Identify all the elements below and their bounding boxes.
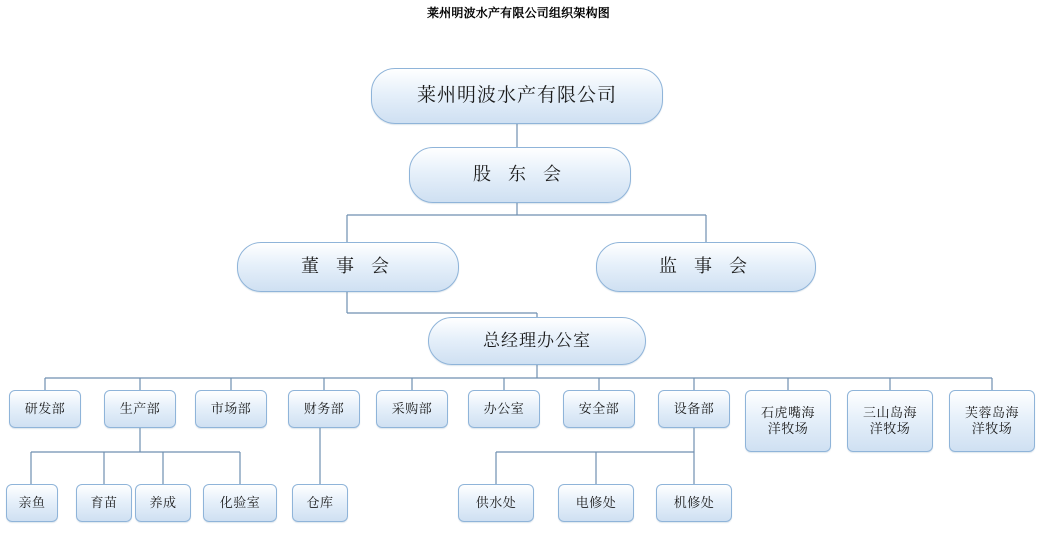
node-department-finance-label: 财务部 [303,401,345,417]
node-farm-sanshandao[interactable] [847,390,933,452]
node-department-safety[interactable] [563,390,635,428]
node-subunit-electrical-repair[interactable] [558,484,634,522]
node-subunit-nursery[interactable] [76,484,132,522]
node-subunit-warehouse-label: 仓库 [306,495,334,511]
node-company-label: 莱州明波水产有限公司 [416,84,617,106]
node-board-label: 董 事 会 [300,256,395,277]
node-department-admin-office-label: 办公室 [483,401,525,417]
node-department-market-label: 市场部 [210,401,252,417]
node-subunit-nursery-label: 育苗 [90,495,118,511]
node-department-purchasing[interactable] [376,390,448,428]
node-department-safety-label: 安全部 [578,401,620,417]
node-department-market[interactable] [195,390,267,428]
node-farm-shihuzui-label: 石虎嘴海洋牧场 [760,405,815,436]
node-subunit-broodstock-label: 亲鱼 [18,495,46,511]
node-board-of-directors[interactable] [237,242,459,292]
node-department-equipment-label: 设备部 [673,401,715,417]
node-farm-shihuzui[interactable] [745,390,831,452]
node-gm-office-label: 总经理办公室 [483,330,591,350]
node-shareholders-label: 股 东 会 [472,164,567,185]
node-subunit-electrical-repair-label: 电修处 [575,495,617,511]
node-supervisors-label: 监 事 会 [658,256,753,277]
node-department-rnd-label: 研发部 [24,401,66,417]
node-board-of-supervisors[interactable] [596,242,816,292]
node-subunit-warehouse[interactable] [292,484,348,522]
page-title: 莱州明波水产有限公司组织架构图 [426,6,610,20]
node-subunit-water-supply[interactable] [458,484,534,522]
node-subunit-laboratory-label: 化验室 [219,495,261,511]
node-department-purchasing-label: 采购部 [391,401,433,417]
node-department-production-label: 生产部 [119,401,161,417]
node-farm-sanshandao-label: 三山岛海洋牧场 [862,405,917,436]
node-farm-furongdao[interactable] [949,390,1035,452]
node-shareholders-meeting[interactable] [409,147,631,203]
node-subunit-growout[interactable] [135,484,191,522]
node-subunit-laboratory[interactable] [203,484,277,522]
node-department-rnd[interactable] [9,390,81,428]
node-farm-furongdao-label: 芙蓉岛海洋牧场 [964,405,1019,436]
node-department-production[interactable] [104,390,176,428]
node-department-finance[interactable] [288,390,360,428]
node-subunit-broodstock[interactable] [6,484,58,522]
node-subunit-mechanical-repair[interactable] [656,484,732,522]
node-department-equipment[interactable] [658,390,730,428]
node-subunit-mechanical-repair-label: 机修处 [673,495,715,511]
node-general-manager-office[interactable] [428,317,646,365]
node-subunit-growout-label: 养成 [149,495,177,511]
node-department-admin-office[interactable] [468,390,540,428]
node-subunit-water-supply-label: 供水处 [475,495,517,511]
node-company[interactable] [371,68,663,124]
